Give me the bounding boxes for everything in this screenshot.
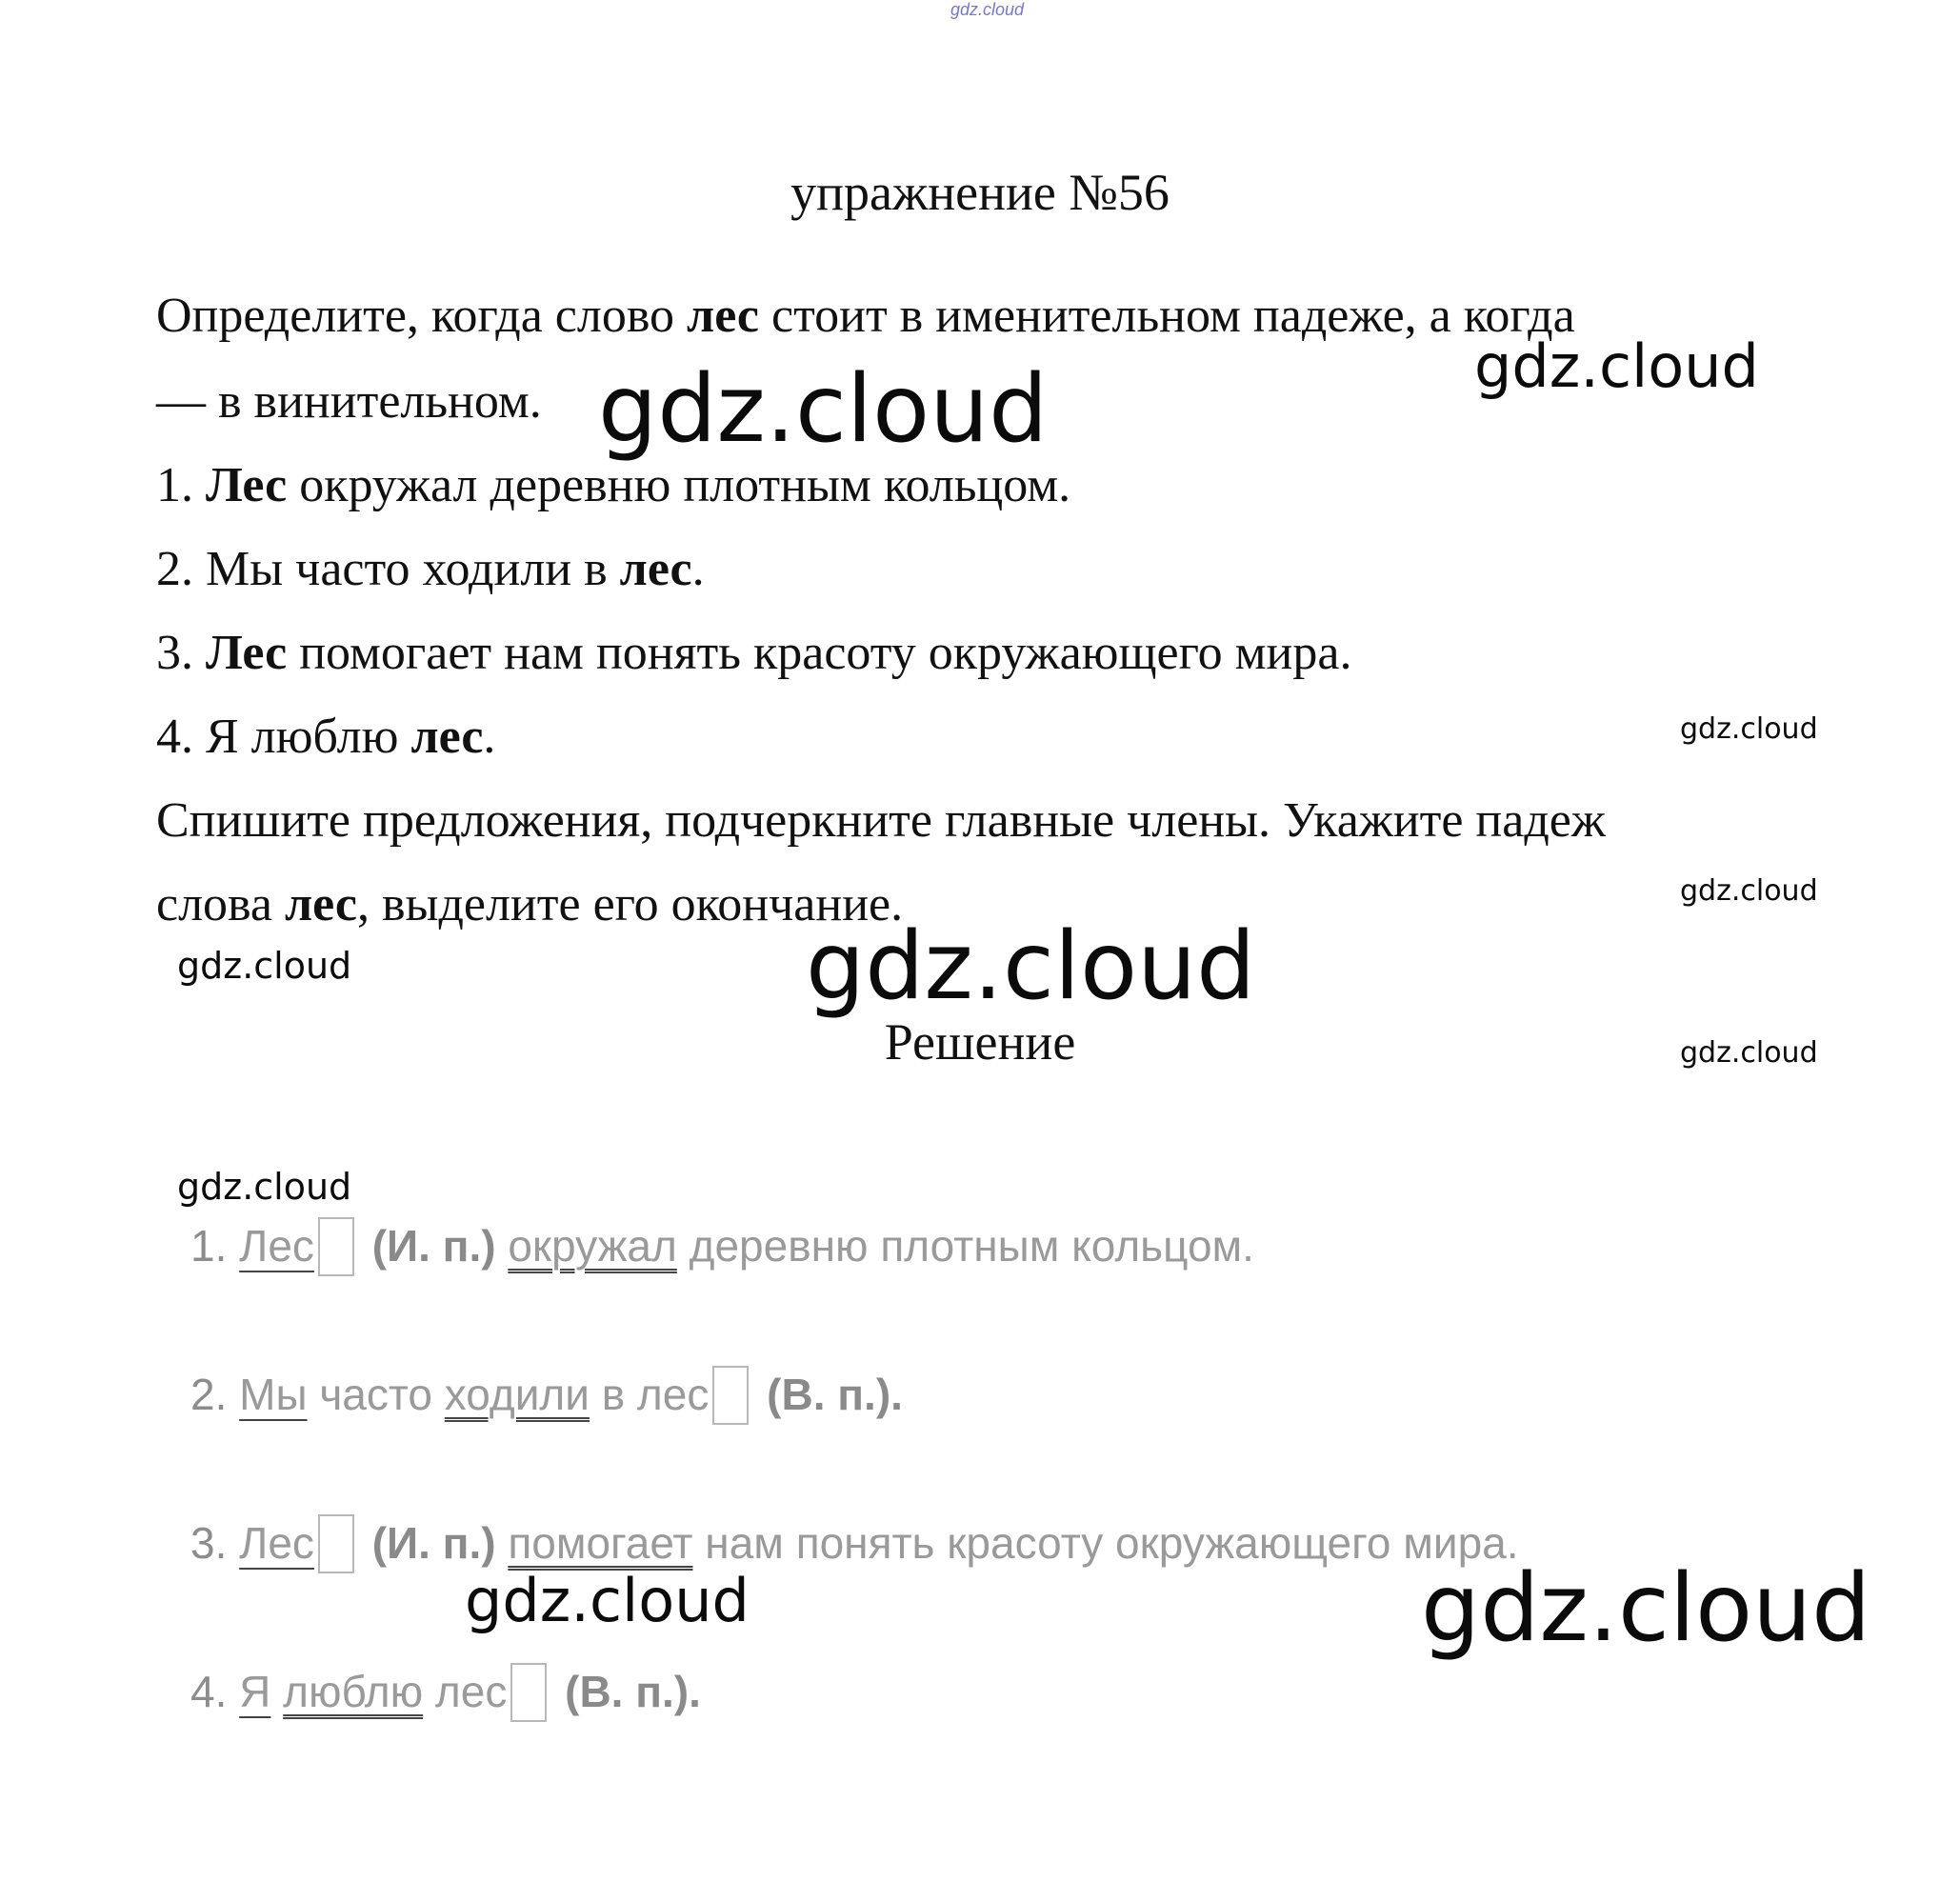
watermark: gdz.cloud	[177, 945, 352, 987]
ending-box	[510, 1663, 547, 1722]
task-instruction-line-1: Спишите предложения, подчеркните главные члены. Укажите падеж	[156, 793, 1606, 848]
solution-sentence-4: 4. Я люблю лес (В. п.).	[190, 1663, 701, 1722]
ending-box	[318, 1217, 354, 1276]
exercise-title: упражнение №56	[790, 164, 1170, 221]
header-watermark: gdz.cloud	[950, 0, 1025, 19]
watermark: gdz.cloud	[465, 1566, 750, 1635]
task-sentence-3: 3. Лес помогает нам понять красоту окружающего мира.	[156, 626, 1352, 680]
task-sentence-1: 1. Лес окружал деревню плотным кольцом.	[156, 458, 1071, 512]
solution-sentence-3: 3. Лес (И. п.) помогает нам понять красоту окружающего мира.	[190, 1514, 1519, 1573]
ending-box	[712, 1366, 749, 1425]
task-sentence-2: 2. Мы часто ходили в лес.	[156, 542, 705, 596]
task-sentence-4: 4. Я люблю лес.	[156, 710, 496, 764]
watermark: gdz.cloud	[1680, 1036, 1818, 1070]
task-instruction-line-2: слова лес, выделите его окончание.	[156, 877, 904, 931]
solution-sentence-2: 2. Мы часто ходили в лес (В. п.).	[190, 1366, 903, 1425]
watermark: gdz.cloud	[806, 912, 1256, 1021]
watermark: gdz.cloud	[1680, 874, 1818, 908]
watermark: gdz.cloud	[1680, 712, 1818, 746]
solution-sentence-1: 1. Лес (И. п.) окружал деревню плотным кольцом.	[190, 1217, 1254, 1276]
watermark: gdz.cloud	[598, 355, 1049, 464]
watermark: gdz.cloud	[1474, 331, 1759, 401]
task-line-2: — в винительном.	[156, 374, 542, 429]
task-line-1: Определите, когда слово лес стоит в именительном падеже, а когда	[156, 289, 1575, 343]
watermark: gdz.cloud	[1421, 1554, 1871, 1663]
ending-box	[318, 1514, 354, 1573]
watermark: gdz.cloud	[177, 1166, 352, 1208]
solution-heading: Решение	[884, 1013, 1076, 1071]
